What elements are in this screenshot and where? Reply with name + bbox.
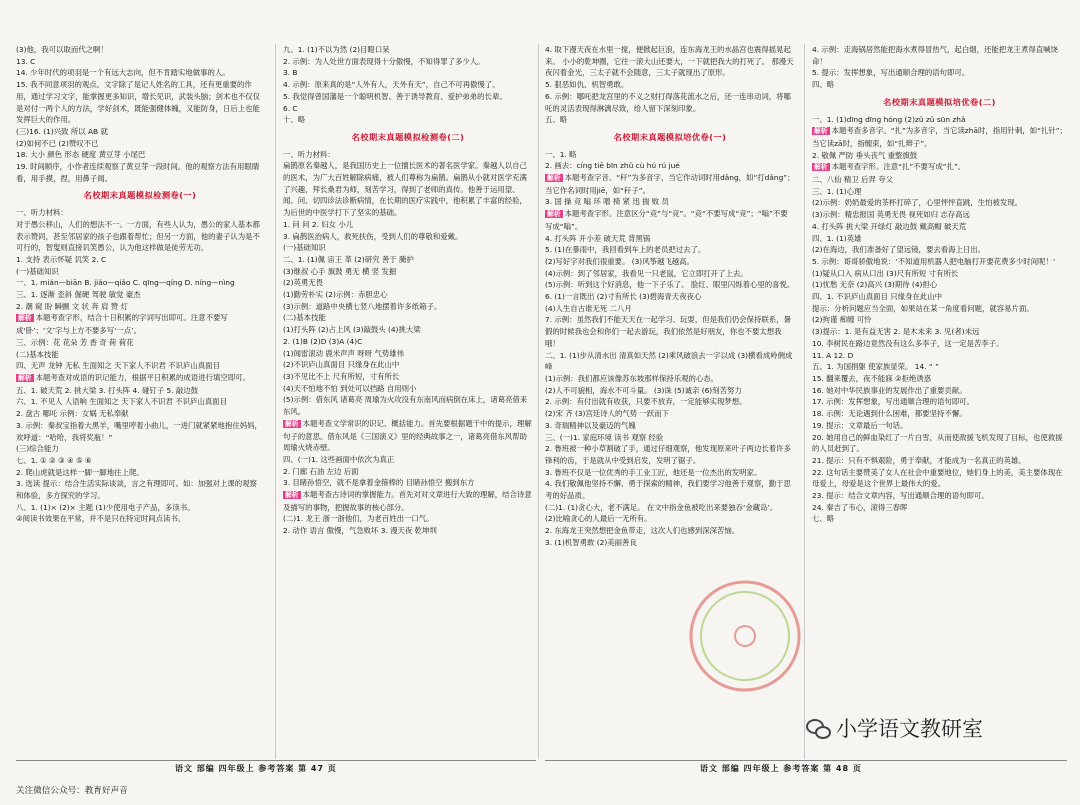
column-1-body: [16, 207, 264, 525]
answer-line: (3)继叔 心手 旗鼓 勇无 横 竖 发掘: [283, 266, 397, 276]
answer-line: 三、1. (1)心理: [812, 186, 862, 196]
answer-line: 7. 示例：虽然我们不能天天在一起学习、玩耍，但是我们仍会保持联系，暑假的时候我也会和你们一起去游玩，我们依然是好朋友，你也不要太想我哦！: [545, 315, 791, 348]
answer-line: (1)疑从口入 病从口出 (3)尺有所短 寸有所长: [812, 268, 959, 278]
answer-line: 七、略: [812, 514, 835, 524]
answer-line: 九、1. (1)不以为然 (2)目瞪口呆: [283, 45, 390, 54]
answer-line: 6. 示例：哪吒把龙宫里的不义之财打得落花流水之后，还一连串动词，将哪吒的灵活表现得淋漓尽致，给人留下深刻印象。: [545, 91, 791, 113]
column-1-top: [16, 44, 264, 184]
bottom-note: 关注微信公众号：教育好声音: [16, 786, 128, 796]
answer-line: 2. 潮 窥 盼 瞬颤 文 状 奔 肩 赞 灯: [16, 301, 128, 311]
answer-line: 3. 鲁班不仅是一位优秀的手工业工匠，他还是一位杰出的发明家。: [545, 467, 762, 477]
answer-line: (3)提示：1. 是有益无害 2. 是木未来 3. 见(者)未远: [812, 327, 980, 337]
answer-line: (1)勤劳朴实 (2)示例：赤胆忠心: [283, 290, 388, 300]
answer-line: 三、(一)1. 家庭环境 读书 观察 经验: [545, 432, 664, 442]
answer-line: 3. 目睹孙悟空，就不是拿着金箍棒的 目睹孙悟空 搬到东方: [283, 478, 475, 488]
answer-line: (4)人生自古谁无死 二八月: [545, 303, 632, 313]
answer-line: 2. 东海龙王突然想把金鱼带走，这次人们也感到深深苦恼。: [545, 526, 740, 536]
answer-line: 6. (1)一言既出 (2)寸有所长 (3)碧海青天夜夜心: [545, 292, 702, 302]
answer-line: (2)在海边，我们准备好了望远镜，要去看海上日出。: [812, 245, 986, 255]
section-title-4: 名校期末真题模拟培优卷(二): [883, 96, 996, 107]
answer-line: (二)1. (1)贪心大，老不满足。 在文中指金鱼被吃出来要独吞‘金藏岛’。: [545, 502, 778, 512]
answer-line: 13. C: [16, 56, 36, 66]
answer-line: 五、1. 为国捐躯 使家族显荣。 14. “ ”: [812, 362, 939, 372]
answer-line: 六、1. 不见人 人语响 生面知之 天下家人不识君 不识庐山真面目: [16, 397, 227, 407]
answer-line: 24. 秦吉了韦心，滚得三春晖: [812, 502, 908, 512]
answer-line: 2. 画去：cíng tiē bīn zhǔ cù hú rú jué: [545, 161, 680, 171]
section-title-1: 名校期末真题模拟检测卷(一): [83, 190, 197, 201]
answer-line: (1)示例：我们都应该像苏东坡那样保持乐观的心态。: [545, 373, 719, 383]
answer-line: (二)基本技能: [16, 349, 59, 359]
answer-line: 3. 国 操 竞 嗡 环 噌 椅 紧 迅 揣 败 员: [545, 197, 669, 207]
answer-line: 1. 支持 表示怀疑 讥笑 2. C: [16, 254, 107, 264]
answer-line: 2. 爬山虎就是这样一脚一脚地往上爬。: [16, 467, 144, 477]
footer-rule: [16, 760, 536, 761]
answer-line: 16. 她对中华民族事业的发展作出了重要贡献。: [812, 385, 967, 395]
column-divider: [275, 44, 276, 759]
column-2-top: [283, 44, 533, 126]
answer-line: (2)英勇无畏: [283, 278, 324, 288]
answer-line: 三、示例：花 花朵 芳 香 奇 荷 荷花: [16, 337, 134, 347]
answer-line: (2)拘谨 痴缠 可怜: [812, 315, 872, 325]
answer-line: (5)示例：听到这个好消息，他一下子乐了。 脸红、眼里闪烁着心里的喜悦。: [545, 280, 795, 290]
answer-line: 提示：分析问题应当全面，如果站在某一角度看问题，就容易片面。: [812, 303, 1034, 313]
answer-line: 解析 本题考查字音。“秆”为多音字，当它作动词时用dǎng，如“打dǎng”；当它作名词时用jiē，如“秆子”。: [545, 173, 795, 195]
answer-line: (2)如何不已 (2)赞叹不已: [16, 138, 99, 148]
answer-line: (2)写好字对我们很重要。 (3)风筝越飞越高。: [545, 256, 694, 266]
answer-line: 四、1. (1)英雄: [812, 233, 862, 243]
analysis-tag: 解析: [18, 314, 32, 323]
footer-rule: [545, 760, 1067, 761]
analysis-tag: 解析: [547, 174, 561, 183]
answer-line: (2)示例：奶奶最爱的茶杯打碎了，心里怦怦直跳，生怕被发现。: [812, 198, 1023, 208]
answer-line: (二)1. 龙王 浙一浙他们，为老百姓出一口气。: [283, 514, 434, 524]
answer-line: (4)天不怕地不怕 到处可以挡路 自用则小: [283, 383, 417, 393]
answer-line: 4. 示例：走海锅居然能把海水煮得冒热气，起白烟，还能把龙王煮得直喊饶命！: [812, 45, 1058, 66]
answer-line: 十、略: [283, 115, 306, 125]
answer-line: 5. 狠恶如仇、机智勇敢。: [545, 80, 629, 90]
answer-line: (3)示例：道路中央横七竖八地摆着许多纸箱子。: [283, 301, 442, 311]
analysis-tag: 解析: [547, 210, 561, 219]
answer-line: (二)基本技能: [283, 313, 326, 323]
answer-line: 解析 本题考查字形。注意区分“竞”与“竞”。“竞”不要写成“竞”；“嗡”不要写成“嗡”。: [545, 209, 788, 231]
section-title-3: 名校期末真题模拟培优卷(一): [613, 131, 727, 142]
answer-line: 15. 我不同意项羽的观点。文字除了是记人姓名的工具，还有更重要的作用，通过学习文字，能掌握更多知识，增长见识，武装头脑；剑术也不仅仅是对付一两个人的方法，学好剑术，既能强健体魄，又能防身，日后上也能发挥巨大的作用。: [16, 80, 260, 125]
answer-line: 解析 本题考查对成语的识记能力，根据平日积累的成语进行填空即可。: [18, 372, 250, 382]
column-4-top: [812, 44, 1067, 91]
answer-line: (2)不识庐山真面目 只缘身在此山中: [283, 360, 400, 370]
answer-line: 4. 打头阵 挑大梁 开绿灯 敲边鼓 戴高帽 破天荒: [812, 221, 967, 231]
answer-line: 4. 取下漫天夜在水里一搅，便掀起巨浪，连东海龙王的水晶宫也震得摇晃起来。 小小的乾坤圈，它往一滚大山还要大，一下就把我大的打死了。 那漫天夜闪着金光，三太子就不会随意，三太子就现出了原形。: [545, 45, 794, 78]
answer-line: 二、1. (1)佩 宙王 革 (2)研究 善于 腌护: [283, 254, 414, 264]
analysis-tag: 解析: [18, 373, 32, 382]
answer-line: (2)宋 齐 (3)宫廷诗人的气势 一跃而下: [545, 409, 670, 419]
column-4: [812, 44, 1067, 749]
answer-line: (一)基础知识: [283, 243, 326, 253]
analysis-tag: 解析: [285, 419, 299, 428]
wechat-account-watermark: [806, 713, 983, 743]
answer-line: 3. 扁鹊医治病人，救死扶伤，受到人们的尊敬和爱戴。: [283, 231, 463, 241]
answer-line: 15. 翻来覆去，夜不能寐 ②拒绝诱惑: [812, 373, 932, 383]
answer-line: (1)忧愁 无奈 (2)高兴 (3)期待 (4)担心: [812, 280, 938, 290]
answer-line: 七、1. ① ② ③ ④ ⑤ ⑥: [16, 455, 92, 465]
answer-line: 四、(一)1. 这些画面中依次为真正: [283, 454, 395, 464]
answer-line: 23. 提示：结合文章内容，写出通顺合理的语句即可。: [812, 491, 989, 501]
answer-line: 19. 提示：文章最后一句话。: [812, 420, 908, 430]
analysis-tag: 解析: [814, 127, 828, 136]
answer-line: (3)示例：精忠报国 英勇无畏 视死如归 志存高远: [812, 210, 970, 220]
answer-line: 5. 提示：发挥想象，写出通顺合理的语句即可。: [812, 68, 970, 78]
answer-line: 4. 示例：原来真的是“人外有人，天外有天”，自己不可再傲慢了。: [283, 80, 500, 90]
answer-line: (三)综合能力: [16, 444, 59, 454]
answer-line: 2. 敬佩 严防 垂头丧气 重整旗鼓: [812, 150, 918, 160]
answer-line: 一、听力材料：: [283, 149, 335, 159]
answer-line: 3. 奇瑞精神以及豪迈的气魄: [545, 420, 636, 430]
answer-line: 2. 鲁班被一种小草割破了手，通过仔细观察，他发现原来叶子两边长着许多锋利的齿，于是就从中受到启发，发明了锯子。: [545, 444, 791, 465]
answer-line: 3. (1)机智勇敢 (2)美丽善良: [545, 537, 637, 547]
answer-line: 二、1. (1)步从清水出 清真如天然 (2)乘风破浪去一字以成 (3)横看成岭侧成峰: [545, 350, 793, 372]
answer-line: 五、略: [545, 115, 568, 125]
answer-line: 3. 示例：秦叔宝指着大黑羊，嘴里哼着小曲儿，一进门就紧紧地抱住妈妈，欢呼道：“哈哈，我将奖瓶！”: [16, 420, 262, 442]
answer-line: 对于愚公移山，人们的想法不一。一方面，有些人认为，愚公的家人基本都表示赞同，甚至邻居家的孩子也跟着帮忙；但另一方面，他的妻子认为是不可行的，智叟则直接讥笑愚公，认为他这样做是徒劳无功。: [16, 219, 260, 253]
answer-line: 三、1. 逐渐 歪斜 倔硬 驾驶 敏觉 豪杰: [16, 290, 141, 300]
answer-line: 2. 示例：为人处世方面表现得十分傲慢，不知得罪了多少人。: [283, 56, 485, 66]
answer-line: 四、略: [812, 80, 835, 90]
answer-line: 解析 本题考查字形，结合十日积累的字词写出即可。注意不要写成‘卧’；‘文’字与上方不要多写‘一点’。: [16, 313, 228, 336]
answer-line: (4)示例：到了邻居家，我看见一只老鼠，它立即打开了上去。: [545, 268, 748, 278]
answer-line: 2. 盘古 哪吒 示例：女娲 无私奉献: [16, 409, 129, 419]
answer-line: 2. 门廊 石油 左边 后面: [283, 466, 359, 476]
answer-line: 11. A 12. D: [812, 350, 854, 360]
page-footer-right: 语文 部编 四年级上 参考答案 第 48 页: [700, 764, 862, 773]
answer-line: 一、听力材料：: [16, 208, 68, 218]
answer-line: 解析 本题考查古诗词的掌握能力。首先对对文章进行大致的理解，结合诗意及描写的事物，把握故事的核心部分。: [283, 490, 532, 512]
page-footer-left: 语文 部编 四年级上 参考答案 第 47 页: [175, 764, 337, 773]
answer-line: 解析 本题考查字形。注意“扎”不要写成“扎”。: [814, 162, 966, 172]
answer-line: (1)打头阵 (2)占上风 (3)敲鼓头 (4)挑大梁: [283, 325, 421, 335]
answer-line: 22. 这句话主要赞美了女人在社会中重要地位，她们身上的美，美主要体现在母爱上，母爱是这个世界上最伟大的爱。: [812, 467, 1063, 489]
answer-line: 5. 示例：哥哥骄傲地说：‘不知道用机器人把电脑打开要花费多少时间呢！’: [812, 256, 1056, 266]
answer-line: (3)不见比不上 尺有所短，寸有所长: [283, 371, 400, 381]
answer-line: 2. 动作 语言 傲慢，气急败坏 3. 漫天夜 乾坤圳: [283, 526, 437, 536]
answer-line: 14. 少年时代的项羽是一个有远大志向，但不肯踏实地做事的人。: [16, 68, 230, 78]
answer-line: 10. 李树民在路边竟然没有这么多李子，这一定是苦李子。: [812, 338, 1004, 348]
watermark-text: 小学语文教研室: [836, 717, 983, 741]
analysis-tag: 解析: [285, 491, 299, 500]
column-4-body: [812, 114, 1067, 526]
column-3-top: [545, 44, 795, 126]
analysis-tag: 解析: [814, 163, 828, 172]
answer-line: (3)他，我可以取而代之啊！: [16, 45, 108, 54]
answer-line: 6. C: [283, 103, 298, 113]
answer-line: 八、1. (1)× (2)× 主题 (1)少使用电子产品，多读书。: [16, 502, 195, 512]
answer-line: 扁鹊原名秦越人，是我国历史上一位擅长医术的著名医学家。秦越人以自己的医术，为广大百姓解除病痛，被人们尊称为扁鹊。扁鹊从小就对医学充满了兴趣，拜长桑君为师，刻苦学习，得到了老师的真传。他善于运用望、闻、问、切四诊法诊断病情，在长期的医疗实践中，他积累了丰富的经验，为后世的中医学打下了坚实的基础。: [283, 161, 527, 218]
section-title-2: 名校期末真题模拟检测卷(二): [351, 131, 465, 142]
answer-line: 17. 示例：发挥想象，写出通顺合理的语句即可。: [812, 397, 974, 407]
answer-line: 3. 选读 提示：结合生活实际谈谈，言之有理即可。如：加强对上课的观察和体验，多方探究的学习。: [16, 479, 257, 501]
answer-line: 解析 本题考查文学常识的识记、概括能力。首先要根据题干中的提示，理解句子的意思。借东风是《三国演义》里的经典故事之一，诸葛亮借东风帮助周瑜火烧赤壁。: [283, 418, 532, 453]
answer-line: ②阅读书效果在平常，并不是只在特定时间点读书。: [16, 514, 186, 524]
wechat-icon: [806, 718, 830, 738]
answer-line: (三)16. (1)兴致 所以 AB 就: [16, 126, 108, 136]
answer-line: 一、1. (1)dīng dīng hóng (2)zǔ zǔ sūn zhǎ: [812, 114, 966, 124]
answer-line: 18. 示例：无论遇到什么困难，都要坚持不懈。: [812, 409, 967, 419]
answer-line: 2. (1)B (2)D (3)A (4)C: [283, 336, 363, 346]
answer-line: 19. 时间顺序，小作者连续观察了黄豆芽一段时间。他的观察方法有用眼睛看，用手摸，捏，用鼻子闻。: [16, 162, 260, 183]
answer-line: 一、1. mián—biān B. jiǎo—qiǎo C. qīng—qíng D. níng—nìng: [16, 278, 235, 288]
column-2-body: [283, 149, 533, 537]
column-divider: [538, 44, 539, 759]
answer-line: (2)人不可貌相，海水不可斗量。 (3)诛 (5)诚亲 (6)刻苦努力: [545, 385, 742, 395]
answer-line: 二、八仙 精卫 后羿 夸父: [812, 175, 893, 185]
answer-line: 解析 本题考查多音字。“扎”为多音字，当它读zhā时，指用针刺，如“扎针”；当它读zā时，指缠束，如“扎辫子”。: [812, 126, 1067, 148]
answer-line: 5. (1)在暴雨中，我回看到车上的老员把过去了。: [545, 245, 706, 255]
answer-line: 4. 打头阵 开小差 破天荒 背黑锅: [545, 233, 651, 243]
answer-line: 18. 大小 颜色 形态 硬度 黄豆芽 小尾巴: [16, 150, 146, 160]
answer-line: 2. 示例：有付出就有收获，只要不放弃，一定能够实现梦想。: [545, 397, 747, 407]
answer-line: 四、1. 不识庐山真面目 只缘身在此山中: [812, 292, 943, 302]
answer-line: (2)比喻贪心的人最后一无所有。: [545, 514, 652, 524]
answer-line: (一)基础知识: [16, 266, 59, 276]
answer-line: 一、1. 略: [545, 149, 577, 159]
answer-line: 4. 我们敬佩他坚持不懈、勇于探索的精神，我们要学习他善于观察，勤于思考的好品质。: [545, 479, 791, 501]
answer-line: 3. B: [283, 68, 298, 78]
column-3-body: [545, 149, 795, 549]
column-2: [283, 44, 533, 749]
column-1: [16, 44, 264, 749]
answer-line: 五、1. 破天荒 2. 挑大梁 3. 打头阵 4. 碰钉子 5. 敲边鼓: [16, 385, 199, 395]
answer-line: (1)闻雷滚动 鹿米声声 呀呀 气势雄伟: [283, 348, 404, 358]
answer-line: (5)示例：借东风 诸葛亮 周瑜为火攻没有东南风而病倒在床上，诸葛亮借来东风。: [283, 395, 528, 417]
answer-line: 21. 提示：只有不惧艰险，勇于奉献，才能成为一名真正的英雄。: [812, 455, 1026, 465]
answer-line: 四、无声 龙钟 无私 生面知之 天下家人不识君 不识庐山真面目: [16, 361, 220, 371]
answer-line: 20. 她用自己的鲜血染红了一片白雪，从而使敌援飞机发现了目标，也使救援的人员赶到了。: [812, 432, 1063, 454]
answer-line: 5. 我觉得曾国藩是一个聪明机智、善于诱导教育、爱护弟弟的长辈。: [283, 91, 507, 101]
answer-line: 1. 问 问 2. 妇女 小儿: [283, 219, 354, 229]
